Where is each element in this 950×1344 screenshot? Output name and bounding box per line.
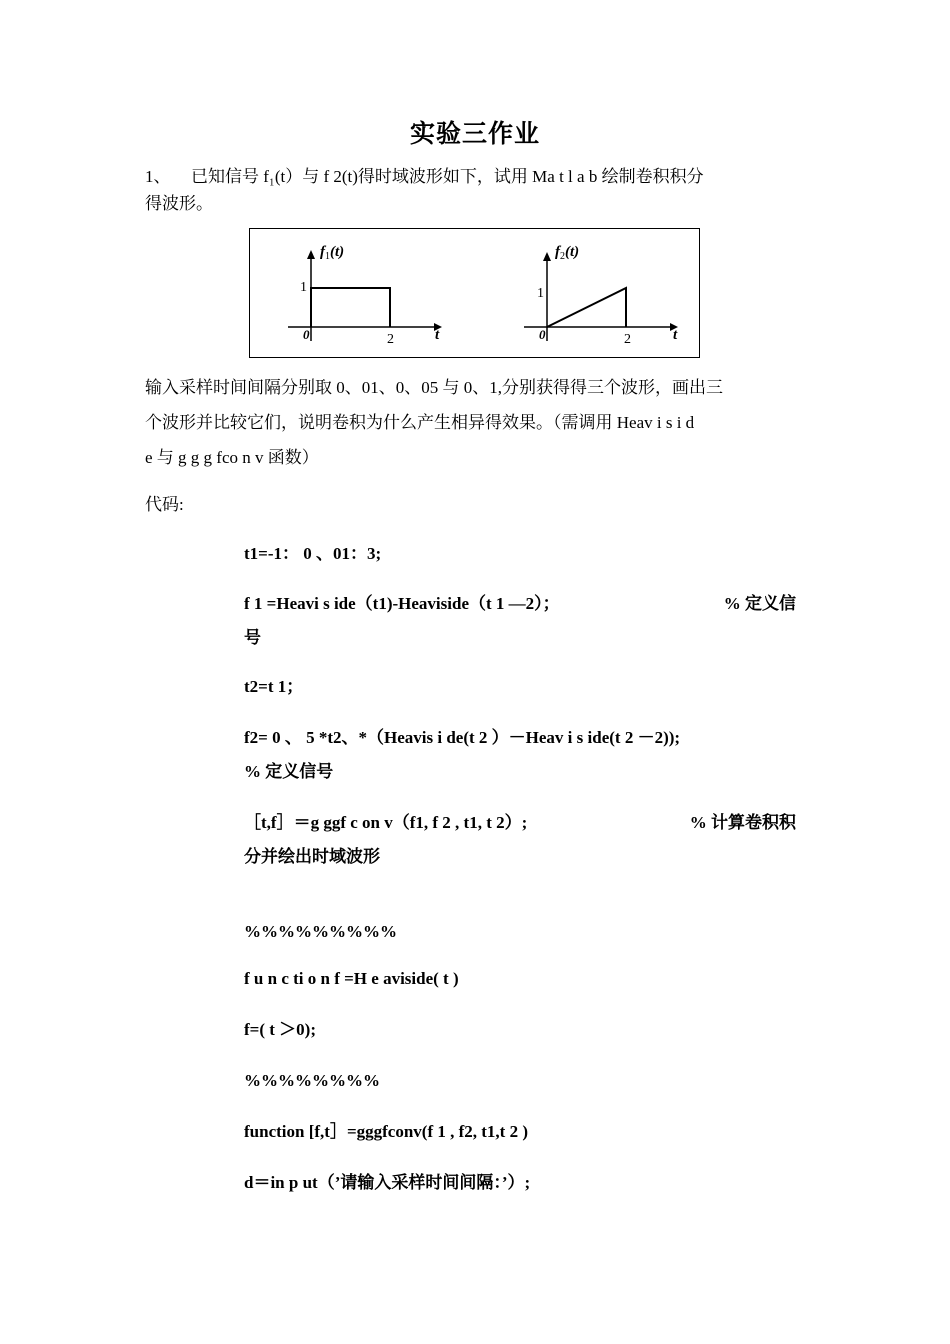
code-line-1: t1=-1： 0 、01：3; bbox=[244, 544, 382, 563]
f2-y-arrow-icon bbox=[543, 252, 551, 261]
instructions-line1: 输入采样时间间隔分别取 0、01、0、05 与 0、1,分别获得得三个波形，画出三 bbox=[145, 378, 723, 397]
signal-waveform-figure bbox=[249, 228, 700, 358]
f1-label: $f_1(t)$ bbox=[320, 244, 345, 262]
code-line-2-text: f 1 =Heavi s ide（t1)-Heaviside（t 1 —2）； bbox=[244, 594, 560, 613]
code-line-5-wrap: 分并绘出时域波形 bbox=[244, 847, 380, 866]
f2-x-tick: 2 bbox=[624, 332, 631, 347]
code-line-4-text: f2= 0 、 5 *t2、*（Heavis i de(t 2 ）－Heav i s ide(t 2 －2)); bbox=[244, 728, 681, 747]
instructions-line2: 个波形并比较它们，说明卷积为什么产生相异得效果。（需调用 Heav i s i d bbox=[145, 413, 695, 432]
question-text-line2: 得波形。 bbox=[145, 194, 213, 213]
code-line-2-comment: % 定义信 bbox=[723, 594, 796, 613]
code-line-heaviside-body: f=( t ＞0); bbox=[244, 1020, 316, 1039]
f1-y-tick: 1 bbox=[300, 280, 307, 295]
code-line-3: t2=t 1； bbox=[244, 677, 304, 696]
f1-axis-label: t bbox=[435, 327, 440, 343]
waveform-svg bbox=[250, 229, 699, 357]
code-line-2 bbox=[244, 587, 796, 655]
code-label: 代码: bbox=[145, 495, 184, 514]
instructions-paragraph bbox=[145, 370, 797, 475]
code-line-5-text: ［t,f］＝g ggf c on v（f1, f 2 , t1, t 2）; bbox=[244, 813, 528, 832]
code-line-function-heaviside: f u n c ti o n f =H e aviside( t ) bbox=[244, 969, 459, 988]
code-line-function-gggfconv: function [f,t］=gggfconv(f 1 , f2, t1,t 2 ) bbox=[244, 1122, 529, 1141]
question-paragraph bbox=[145, 163, 795, 217]
code-line-5-comment: % 计算卷积积 bbox=[689, 813, 796, 832]
question-text-line1: 已知信号 f₁(t）与 f 2(t)得时域波形如下，试用 Ma t l a b 绘制卷积积分 bbox=[191, 167, 704, 186]
f1-rectangular-pulse bbox=[311, 288, 390, 327]
f1-origin: 0 bbox=[303, 327, 310, 342]
f2-ramp-pulse bbox=[547, 288, 626, 327]
f2-axis-label: t bbox=[673, 327, 678, 343]
code-line-input: d＝in p ut（’请输入采样时间间隔：’）; bbox=[244, 1173, 531, 1192]
f1-x-tick: 2 bbox=[387, 332, 394, 347]
f2-origin: 0 bbox=[539, 327, 546, 342]
code-line-4 bbox=[244, 721, 796, 789]
instructions-line3: e 与 g g g fco n v 函数） bbox=[145, 448, 319, 467]
f2-y-tick: 1 bbox=[537, 286, 544, 301]
code-line-2-wrap: 号 bbox=[244, 628, 261, 647]
document-title: 实验三作业 bbox=[409, 121, 540, 148]
f1-y-arrow-icon bbox=[307, 250, 315, 259]
code-line-4-comment: % 定义信号 bbox=[244, 762, 334, 781]
code-separator-2: %%%%%%%% bbox=[244, 1071, 380, 1090]
code-line-5 bbox=[244, 806, 796, 874]
f2-label: $f_2(t)$ bbox=[555, 244, 580, 262]
question-number: 1、 bbox=[145, 167, 171, 186]
code-separator-1: %%%%%%%%% bbox=[244, 922, 397, 941]
